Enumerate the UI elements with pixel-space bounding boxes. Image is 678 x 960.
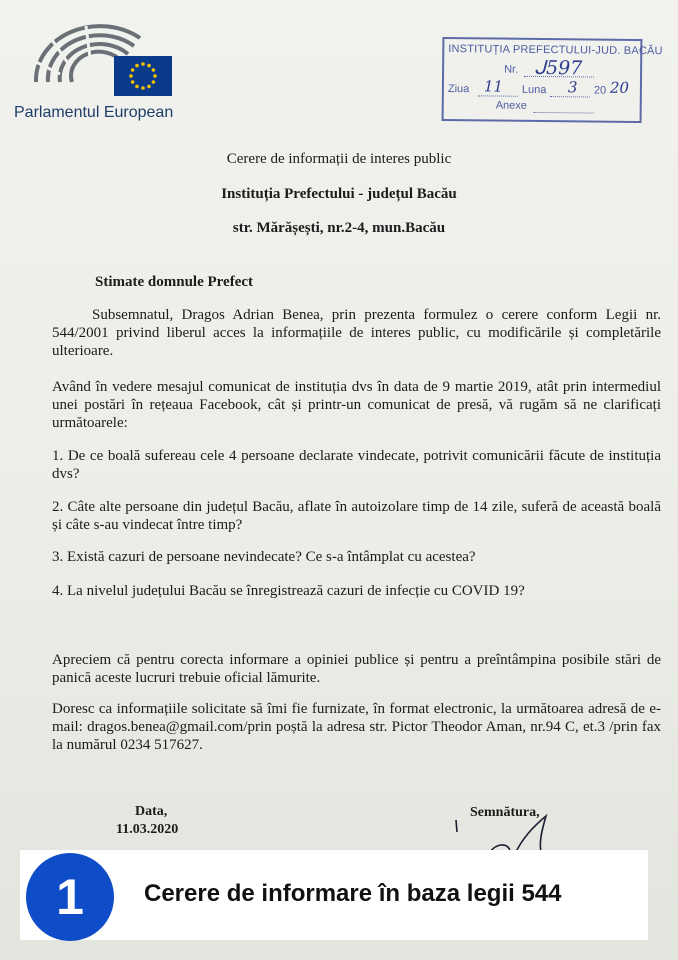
- question-2: 2. Câte alte persoane din județul Bacău, aflate în autoizolare timp de 14 zile, suferă de această boală și câte s-au vindecat între timp?: [52, 499, 661, 533]
- stamp-luna-label: Luna: [521, 83, 547, 97]
- registration-stamp: [442, 37, 663, 123]
- logo-text: Parlamentul European: [14, 104, 174, 121]
- eu-flag-icon: [114, 56, 172, 96]
- parliament-hemicycle-icon: [22, 22, 178, 102]
- stamp-title: INSTITUȚIA PREFECTULUI-JUD. BACĂU: [448, 43, 663, 58]
- stamp-ziua-value: 11: [483, 77, 504, 96]
- stamp-ziua-label: Ziua: [447, 83, 470, 96]
- question-1: 1. De ce boală sufereau cele 4 persoane declarate vindecate, potrivit comunicării făcute de instituția dvs?: [52, 448, 661, 482]
- number-badge: 1: [26, 853, 114, 941]
- intro-paragraph: Subsemnatul, Dragos Adrian Benea, prin prezenta formulez o cerere conform Legii nr. 544/2001 privind liberul acces la informațiile de interes public, cu modificările și completările ulterioare.: [52, 307, 661, 359]
- recipient-address: str. Mărășești, nr.2-4, mun.Bacău: [232, 220, 446, 236]
- signature-label: Semnătura,: [470, 805, 540, 820]
- stamp-nr-label: Nr.: [504, 63, 519, 76]
- date-value: 11.03.2020: [116, 822, 179, 837]
- stamp-nr-value: ᒍ597: [534, 56, 583, 80]
- stamp-year-prefix: 20: [593, 84, 607, 97]
- date-label: Data,: [135, 804, 168, 819]
- stamp-anexe-label: Anexe: [495, 99, 527, 112]
- document-title: Cerere de informații de interes public: [226, 151, 452, 167]
- closing-paragraph-1: Apreciem că pentru corecta informare a opiniei publice și pentru a preîntâmpina posibile stări de panică aceste lucruri trebuie oficial lămurite.: [52, 652, 661, 686]
- closing-paragraph-2: Doresc ca informațiile solicitate să îmi fie furnizate, în format electronic, la următoarea adresă de e-mail: dragos.benea@gmail.com/prin poștă la adresa str. Pictor Theodor Aman, nr.94 C, et.3 /prin fax la numărul 0234 517627.: [52, 701, 661, 753]
- caption-text: Cerere de informare în baza legii 544: [144, 880, 562, 907]
- stamp-year-value: 20: [609, 78, 630, 97]
- european-parliament-logo: [12, 22, 182, 130]
- question-4: 4. La nivelul județului Bacău se înregistrează cazuri de infecție cu COVID 19?: [52, 583, 525, 599]
- stamp-luna-value: 3: [567, 78, 578, 97]
- greeting: Stimate domnule Prefect: [95, 274, 254, 290]
- question-3: 3. Există cazuri de persoane nevindecate? Ce s-a întâmplat cu acestea?: [52, 549, 476, 565]
- recipient-institution: Instituția Prefectului - județul Bacău: [221, 186, 457, 202]
- context-paragraph: Având în vedere mesajul comunicat de instituția dvs în data de 9 martie 2019, atât prin intermediul unei postări în rețeaua Facebook, cât și printr-un comunicat de presă, vă rugăm să ne clarificați următoarele:: [52, 379, 661, 431]
